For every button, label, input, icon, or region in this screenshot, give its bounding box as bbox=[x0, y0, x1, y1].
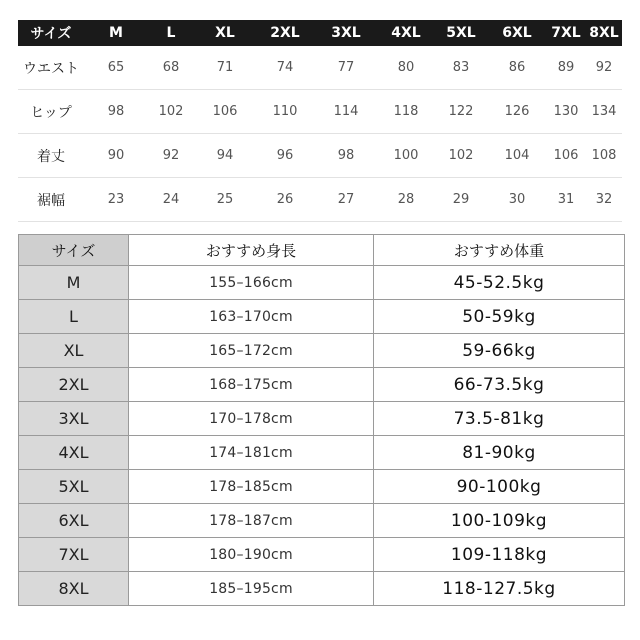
row-label: ウエスト bbox=[23, 60, 79, 77]
size-column-header: 3XL bbox=[331, 25, 361, 41]
weight-cell: 90-100kg bbox=[374, 470, 625, 504]
cell-value: 110 bbox=[272, 104, 298, 119]
table-row bbox=[19, 368, 625, 402]
size-column-header: 2XL bbox=[270, 25, 300, 41]
table-row bbox=[19, 572, 625, 606]
height-cell: 165–172cm bbox=[129, 334, 374, 368]
size-column-header: 8XL bbox=[589, 25, 619, 41]
table-row bbox=[19, 402, 625, 436]
height-cell: 174–181cm bbox=[129, 436, 374, 470]
cell-value: 77 bbox=[337, 60, 355, 75]
cell-value: 98 bbox=[107, 104, 125, 119]
height-cell: 163–170cm bbox=[129, 300, 374, 334]
cell-value: 122 bbox=[448, 104, 474, 119]
size-cell: 8XL bbox=[19, 572, 129, 606]
cell-value: 96 bbox=[276, 148, 294, 163]
cell-value: 29 bbox=[452, 192, 470, 207]
cell-value: 23 bbox=[107, 192, 125, 207]
height-cell: 178–187cm bbox=[129, 504, 374, 538]
weight-cell: 73.5-81kg bbox=[374, 402, 625, 436]
size-cell: 2XL bbox=[19, 368, 129, 402]
table-row bbox=[19, 266, 625, 300]
size-cell: 6XL bbox=[19, 504, 129, 538]
height-cell: 180–190cm bbox=[129, 538, 374, 572]
waist-row bbox=[18, 46, 622, 90]
size-cell: XL bbox=[19, 334, 129, 368]
weight-cell: 50-59kg bbox=[374, 300, 625, 334]
weight-cell: 81-90kg bbox=[374, 436, 625, 470]
cell-value: 68 bbox=[162, 60, 180, 75]
cell-value: 32 bbox=[595, 192, 613, 207]
height-cell: 170–178cm bbox=[129, 402, 374, 436]
cell-value: 134 bbox=[591, 104, 617, 119]
size-cell: 4XL bbox=[19, 436, 129, 470]
weight-cell: 118-127.5kg bbox=[374, 572, 625, 606]
size-column-header: XL bbox=[215, 25, 235, 41]
cell-value: 108 bbox=[591, 148, 617, 163]
recommended-weight-header: おすすめ体重 bbox=[374, 235, 625, 266]
cell-value: 126 bbox=[504, 104, 530, 119]
row-label: 裾幅 bbox=[37, 192, 65, 209]
cell-value: 100 bbox=[393, 148, 419, 163]
weight-cell: 109-118kg bbox=[374, 538, 625, 572]
cell-value: 89 bbox=[557, 60, 575, 75]
height-cell: 185–195cm bbox=[129, 572, 374, 606]
cell-value: 30 bbox=[508, 192, 526, 207]
size-cell: 3XL bbox=[19, 402, 129, 436]
table-row bbox=[19, 504, 625, 538]
height-cell: 155–166cm bbox=[129, 266, 374, 300]
row-label: 着丈 bbox=[37, 148, 65, 165]
cell-value: 83 bbox=[452, 60, 470, 75]
cell-value: 118 bbox=[393, 104, 419, 119]
cell-value: 98 bbox=[337, 148, 355, 163]
size-cell: 5XL bbox=[19, 470, 129, 504]
cell-value: 71 bbox=[216, 60, 234, 75]
size-cell: 7XL bbox=[19, 538, 129, 572]
cell-value: 90 bbox=[107, 148, 125, 163]
hem-width-row bbox=[18, 178, 622, 222]
hip-row bbox=[18, 90, 622, 134]
cell-value: 130 bbox=[553, 104, 579, 119]
size-column-header: 4XL bbox=[391, 25, 421, 41]
size-column-header: 5XL bbox=[446, 25, 476, 41]
cell-value: 104 bbox=[504, 148, 530, 163]
cell-value: 94 bbox=[216, 148, 234, 163]
size-column-header: M bbox=[109, 25, 123, 41]
size-cell: L bbox=[19, 300, 129, 334]
weight-cell: 45-52.5kg bbox=[374, 266, 625, 300]
size-header-label: サイズ bbox=[30, 26, 72, 42]
cell-value: 26 bbox=[276, 192, 294, 207]
size-header: サイズ bbox=[19, 235, 129, 266]
cell-value: 31 bbox=[557, 192, 575, 207]
measurement-table-header bbox=[18, 20, 622, 46]
measurement-table bbox=[18, 20, 622, 222]
cell-value: 27 bbox=[337, 192, 355, 207]
weight-cell: 66-73.5kg bbox=[374, 368, 625, 402]
cell-value: 80 bbox=[397, 60, 415, 75]
cell-value: 102 bbox=[158, 104, 184, 119]
height-cell: 178–185cm bbox=[129, 470, 374, 504]
table-row bbox=[19, 470, 625, 504]
cell-value: 106 bbox=[553, 148, 579, 163]
cell-value: 74 bbox=[276, 60, 294, 75]
row-label: ヒップ bbox=[30, 104, 72, 121]
recommendation-header-row bbox=[19, 235, 625, 266]
recommendation-table bbox=[18, 234, 625, 606]
table-row bbox=[19, 334, 625, 368]
cell-value: 106 bbox=[212, 104, 238, 119]
table-row bbox=[19, 436, 625, 470]
cell-value: 102 bbox=[448, 148, 474, 163]
weight-cell: 59-66kg bbox=[374, 334, 625, 368]
table-row bbox=[19, 300, 625, 334]
cell-value: 25 bbox=[216, 192, 234, 207]
size-cell: M bbox=[19, 266, 129, 300]
size-column-header: 7XL bbox=[551, 25, 581, 41]
table-row bbox=[19, 538, 625, 572]
cell-value: 28 bbox=[397, 192, 415, 207]
cell-value: 92 bbox=[595, 60, 613, 75]
cell-value: 114 bbox=[333, 104, 359, 119]
recommended-height-header: おすすめ身長 bbox=[129, 235, 374, 266]
length-row bbox=[18, 134, 622, 178]
weight-cell: 100-109kg bbox=[374, 504, 625, 538]
cell-value: 86 bbox=[508, 60, 526, 75]
size-column-header: L bbox=[166, 25, 176, 41]
height-cell: 168–175cm bbox=[129, 368, 374, 402]
cell-value: 92 bbox=[162, 148, 180, 163]
size-column-header: 6XL bbox=[502, 25, 532, 41]
cell-value: 65 bbox=[107, 60, 125, 75]
cell-value: 24 bbox=[162, 192, 180, 207]
